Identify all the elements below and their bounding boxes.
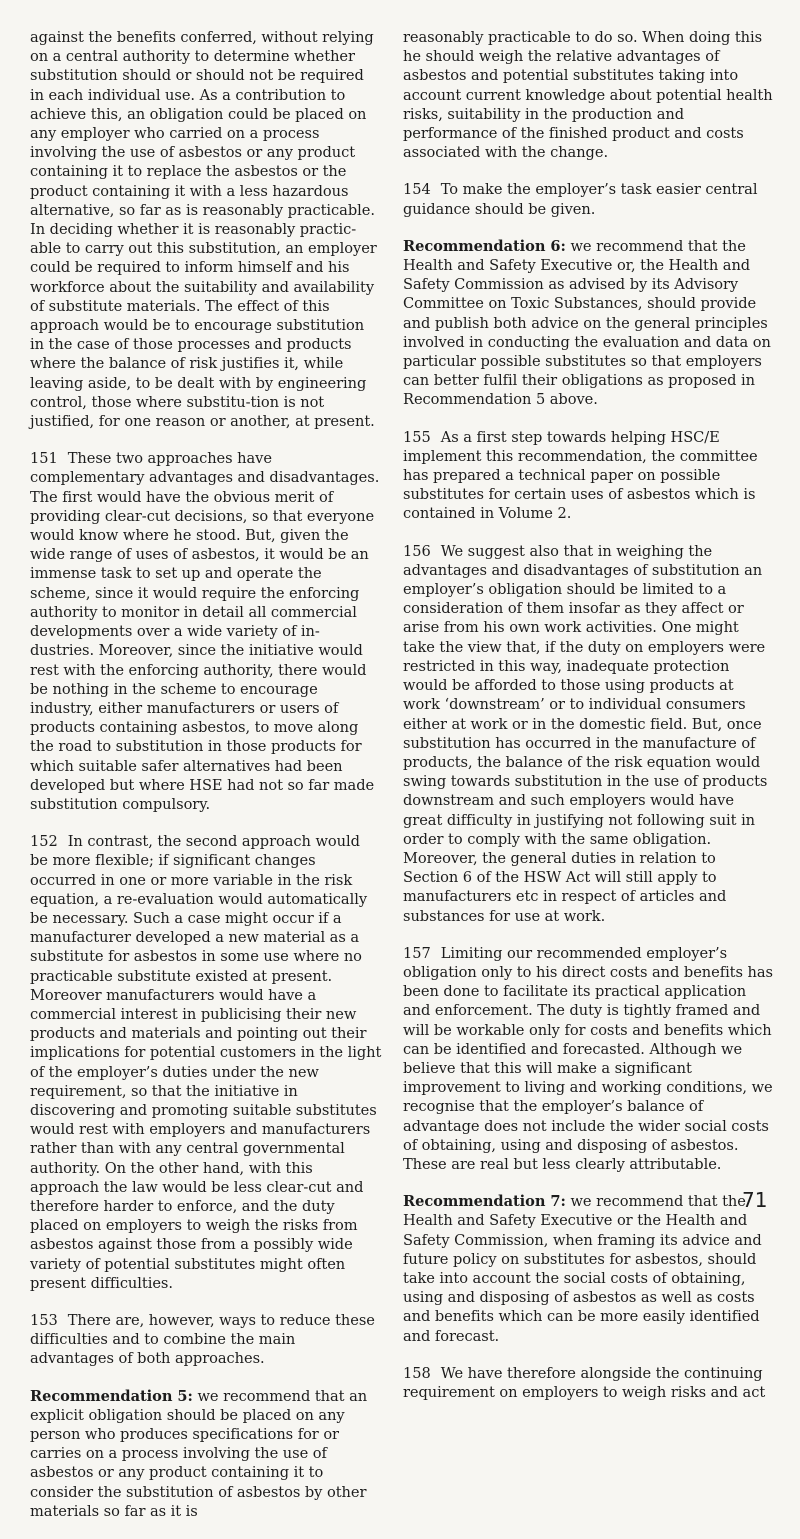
paragraph-153: 153 There are, however, ways to reduce these difficulties and to combine the main advantages of both approaches. [30, 1312, 375, 1368]
paragraph-number: 158 [403, 1364, 431, 1382]
paragraph-number: 154 [403, 181, 431, 199]
paragraph-number: 157 [403, 944, 431, 962]
right-column [403, 28, 773, 1420]
left-column [30, 28, 382, 1539]
paragraph-number: 153 [30, 1312, 58, 1329]
paragraph-continued: reasonably practicable to do so. When doing this he should weigh the relative advantages of asbestos and potential substitutes taking into account current knowledge about potential health risks, suitability in the production and performance of the finished product and costs associated with the change. [403, 29, 773, 162]
paragraph-157: 157 Limiting our recommended employer’s obligation only to his direct costs and benefits has been done to facilitate its practical application and enforcement. The duty is tightly framed and will be workable only for costs and benefits which can be identified and forecasted. Although we believe that this will make a significant improvement to living and working conditions, we recognise that the employer’s balance of advantage does not include the wider social costs of obtaining, using and disposing of asbestos. These are real but less clearly attributable. [403, 944, 773, 1173]
recommendation-label: Recommendation 6: [403, 237, 566, 255]
paragraph-158: 158 We have therefore alongside the continuing requirement on employers to weigh risks and act [403, 1364, 766, 1401]
recommendation-label: Recommendation 7: [403, 1193, 566, 1211]
recommendation-5: Recommendation 5: we recommend that an explicit obligation should be placed on any person who produces specifications for or carries on a process involving the use of asbestos or any product containing it to consider the substitution of asbestos by other materials so far as it is [30, 1387, 368, 1520]
paragraph-155: 155 As a first step towards helping HSC/E implement this recommendation, the committee has prepared a technical paper on possible substitutes for certain uses of asbestos which is contained in Volume 2. [403, 428, 758, 523]
paragraph-number: 151 [30, 450, 58, 468]
page-number: 71 [742, 1188, 768, 1212]
paragraph-number: 156 [403, 542, 431, 560]
paragraph-continued: against the benefits conferred, without relying on a central authority to determine whether substitution should or should not be required in each individual use. As a contribution to achieve this, an obligation could be placed on any employer who carried on a process involving the use of asbestos or any product containing it to replace the asbestos or the product containing it with a less hazardous alternative, so far as is reasonably practicable. In deciding whether it is reasonably practic-able to carry out this substitution, an employer could be required to inform himself and his workforce about the suitability and availability of substitute materials. The effect of this approach would be to encourage substitution in the case of those processes and products where the balance of risk justifies it, while leaving aside, to be dealt with by engineering control, those where substitu-tion is not justified, for one reason or another, at present. [30, 29, 377, 431]
paragraph-number: 155 [403, 428, 431, 446]
paragraph-156: 156 We suggest also that in weighing the advantages and disadvantages of substitution an employer’s obligation should be limited to a consideration of them insofar as they affect or arise from his own work activities. One might take the view that, if the duty on employers were restricted in this way, inadequate protection would be afforded to those using products at work ‘downstream’ or to individual consumers either at work or in the domestic field. But, once substitution has occurred in the manufacture of products, the balance of the risk equation would swing towards substitution in the use of products downstream and such employers would have great difficulty in justifying not following suit in order to comply with the same obligation. Moreover, the general duties in relation to Section 6 of the HSW Act will still apply to manufacturers etc in respect of articles and substances for use at work. [403, 542, 768, 925]
paragraph-number: 152 [30, 833, 58, 851]
paragraph-152: 152 In contrast, the second approach would be more flexible; if significant changes occurred in one or more variable in the risk equation, a re-evaluation would automatically be necessary. Such a case might occur if a manufacturer developed a new material as a substitute for asbestos in some use where no practicable substitute existed at present. Moreover manufacturers would have a commercial interest in publicising their new products and materials and pointing out their implications for potential customers in the light of the employer’s duties under the new requirement, so that the initiative in discovering and promoting suitable substitutes would rest with employers and manufacturers rather than with any central governmental authority. On the other hand, with this approach the law would be less clear-cut and therefore harder to enforce, and the duty placed on employers to weigh the risks from asbestos against those from a possibly wide variety of potential substitutes might often present difficulties. [30, 833, 382, 1292]
paragraph-154: 154 To make the employer’s task easier central guidance should be given. [403, 181, 758, 218]
paragraph-151: 151 These two approaches have complementary advantages and disadvantages. The first would have the obvious merit of providing clear-cut decisions, so that everyone would know where he stood. But, given the wide range of uses of asbestos, it would be an immense task to set up and operate the scheme, since it would require the enforcing authority to monitor in detail all commercial developments over a wide variety of in-dustries. Moreover, since the initiative would rest with the enforcing authority, there would be nothing in the scheme to encourage industry, either manufacturers or users of products containing asbestos, to move along the road to substitution in those products for which suitable safer alternatives had been developed but where HSE had not so far made substitution compulsory. [30, 450, 380, 813]
recommendation-label: Recommendation 5: [30, 1387, 193, 1405]
recommendation-7: Recommendation 7: we recommend that the Health and Safety Executive or the Health and Safety Commission, when framing its advice and future policy on substitutes for asbestos, should take into account the social costs of obtaining, using and disposing of asbestos as well as costs and benefits which can be more easily identified and forecast. [403, 1193, 762, 1345]
recommendation-6: Recommendation 6: we recommend that the Health and Safety Executive or, the Health and Safety Commission as advised by its Advisory Committee on Toxic Substances, should provide and publish both advice on the general principles involved in conducting the evaluation and data on particular possible substitutes so that employers can better fulfil their obligations as proposed in Recommendation 5 above. [403, 237, 771, 409]
